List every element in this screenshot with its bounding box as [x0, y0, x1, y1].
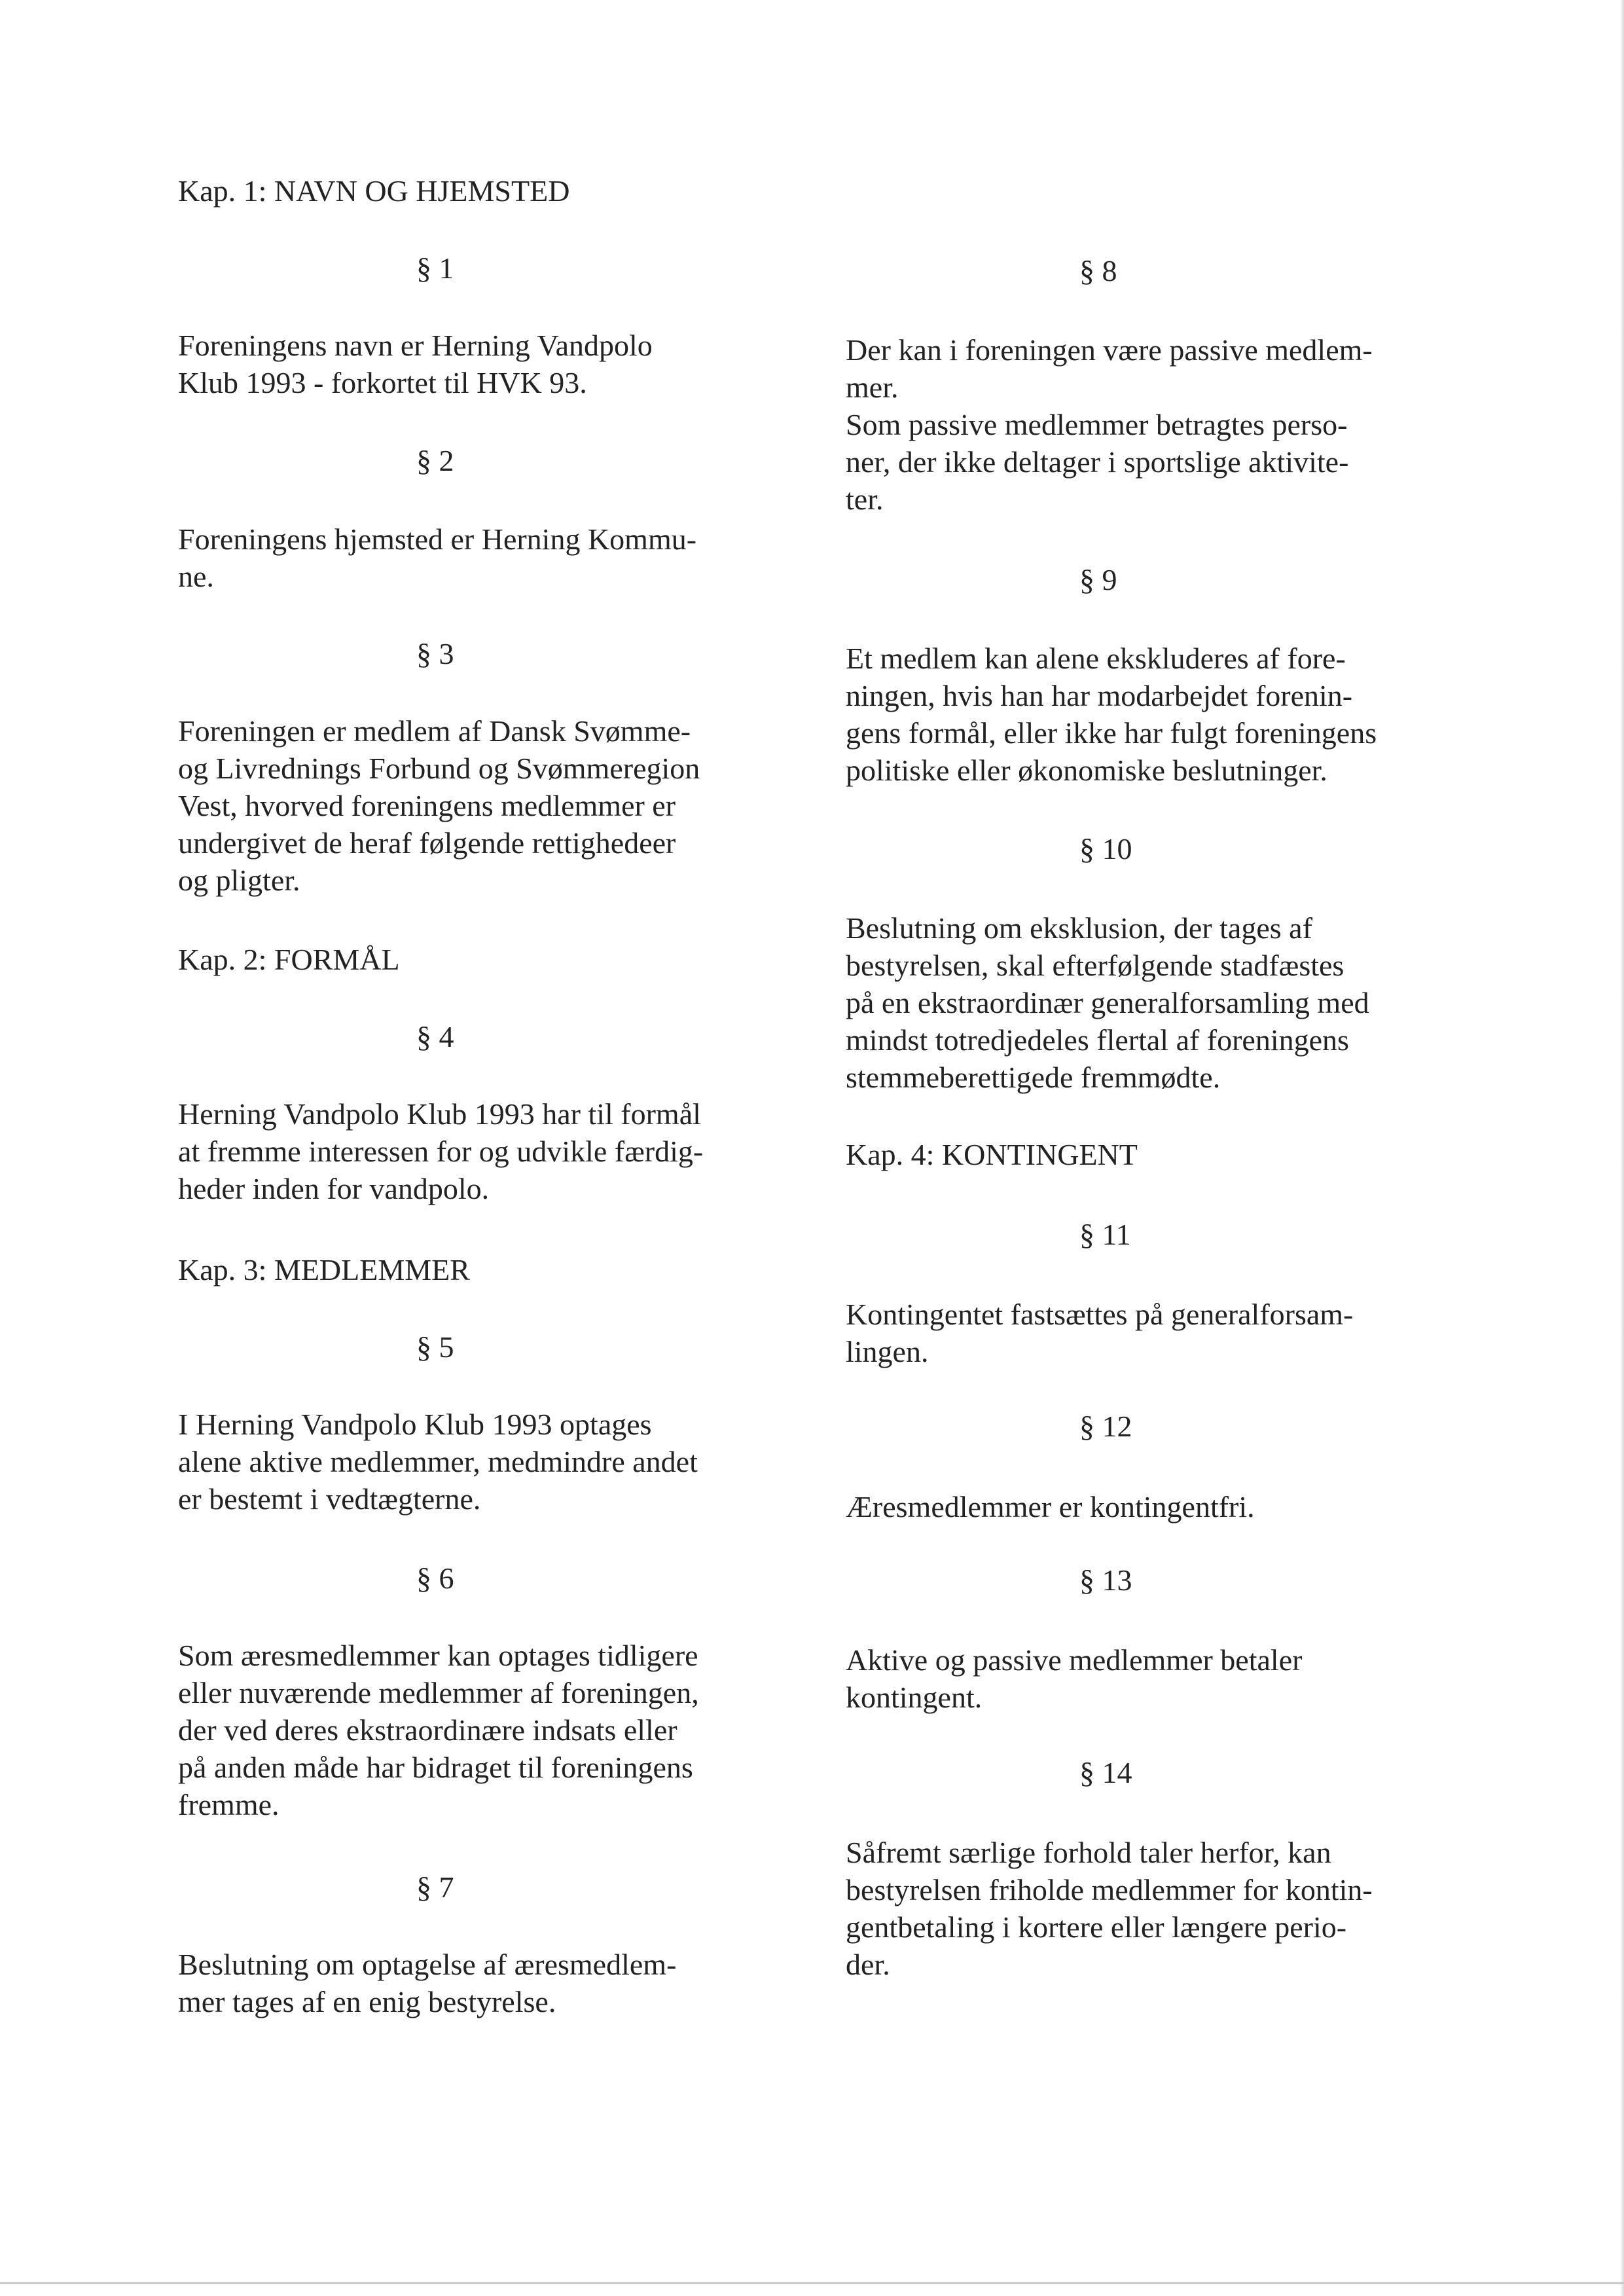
section-10-number: § 10 — [1079, 832, 1132, 866]
section-2-text: Foreningens hjemsted er Herning Kommu- ne. — [178, 522, 697, 593]
section-13-number: § 13 — [1079, 1563, 1132, 1597]
section-4-number: § 4 — [416, 1020, 454, 1053]
section-9-text: Et medlem kan alene ekskluderes af fore- ningen, hvis han har modarbejdet forenin- gens formål, eller ikke har fulgt foreningens politiske eller økonomiske beslutninger. — [846, 642, 1377, 787]
section-8-text: Der kan i foreningen være passive medlem- mer. Som passive medlemmer betragtes perso- ner, der ikke deltager i sportslige aktivite- ter. — [846, 333, 1373, 516]
section-13-text: Aktive og passive medlemmer betaler kontingent. — [846, 1643, 1303, 1714]
section-2-number: § 2 — [416, 444, 454, 477]
section-3-number: § 3 — [416, 637, 454, 670]
chapter-3-heading: Kap. 3: MEDLEMMER — [178, 1253, 470, 1286]
section-12-number: § 12 — [1079, 1410, 1132, 1443]
section-7-number: § 7 — [416, 1870, 454, 1904]
page-bottom-edge — [0, 2282, 1624, 2284]
section-14-number: § 14 — [1079, 1756, 1132, 1789]
section-14-text: Såfremt særlige forhold taler herfor, kan bestyrelsen friholde medlemmer for kontin- gentbetaling i kortere eller længere perio- der. — [846, 1836, 1373, 1981]
section-3-text: Foreningen er medlem af Dansk Svømme- og Livrednings Forbund og Svømmeregion Vest, hvorved foreningens medlemmer er undergivet de heraf følgende rettighedeer og pligter. — [178, 714, 700, 897]
section-5-number: § 5 — [416, 1330, 454, 1364]
section-12-text: Æresmedlemmer er kontingentfri. — [846, 1490, 1255, 1523]
section-4-text: Herning Vandpolo Klub 1993 har til formål at fremme interessen for og udvikle færdig- heder inden for vandpolo. — [178, 1097, 704, 1205]
section-6-number: § 6 — [416, 1561, 454, 1595]
page-edge-shadow — [1620, 0, 1624, 2296]
section-1-number: § 1 — [416, 251, 454, 285]
section-1-text: Foreningens navn er Herning Vandpolo Klub 1993 - forkortet til HVK 93. — [178, 329, 653, 399]
section-10-text: Beslutning om eksklusion, der tages af bestyrelsen, skal efterfølgende stadfæstes på en ekstraordinær generalforsamling med mindst totredjedeles flertal af foreningens stemmeberettigede fremmødte. — [846, 911, 1369, 1094]
chapter-1-heading: Kap. 1: NAVN OG HJEMSTED — [178, 174, 570, 208]
chapter-4-heading: Kap. 4: KONTINGENT — [846, 1138, 1138, 1171]
section-6-text: Som æresmedlemmer kan optages tidligere eller nuværende medlemmer af foreningen, der ved deres ekstraordinære indsats eller på anden måde har bidraget til foreningens fremme. — [178, 1639, 699, 1821]
section-11-text: Kontingentet fastsættes på generalforsam- lingen. — [846, 1298, 1354, 1368]
section-8-number: § 8 — [1079, 254, 1117, 287]
section-9-number: § 9 — [1079, 563, 1117, 596]
section-11-number: § 11 — [1079, 1218, 1131, 1251]
chapter-2-heading: Kap. 2: FORMÅL — [178, 943, 400, 976]
section-7-text: Beslutning om optagelse af æresmedlem- mer tages af en enig bestyrelse. — [178, 1948, 677, 2018]
section-5-text: I Herning Vandpolo Klub 1993 optages alene aktive medlemmer, medmindre andet er bestemt i vedtægterne. — [178, 1408, 698, 1516]
